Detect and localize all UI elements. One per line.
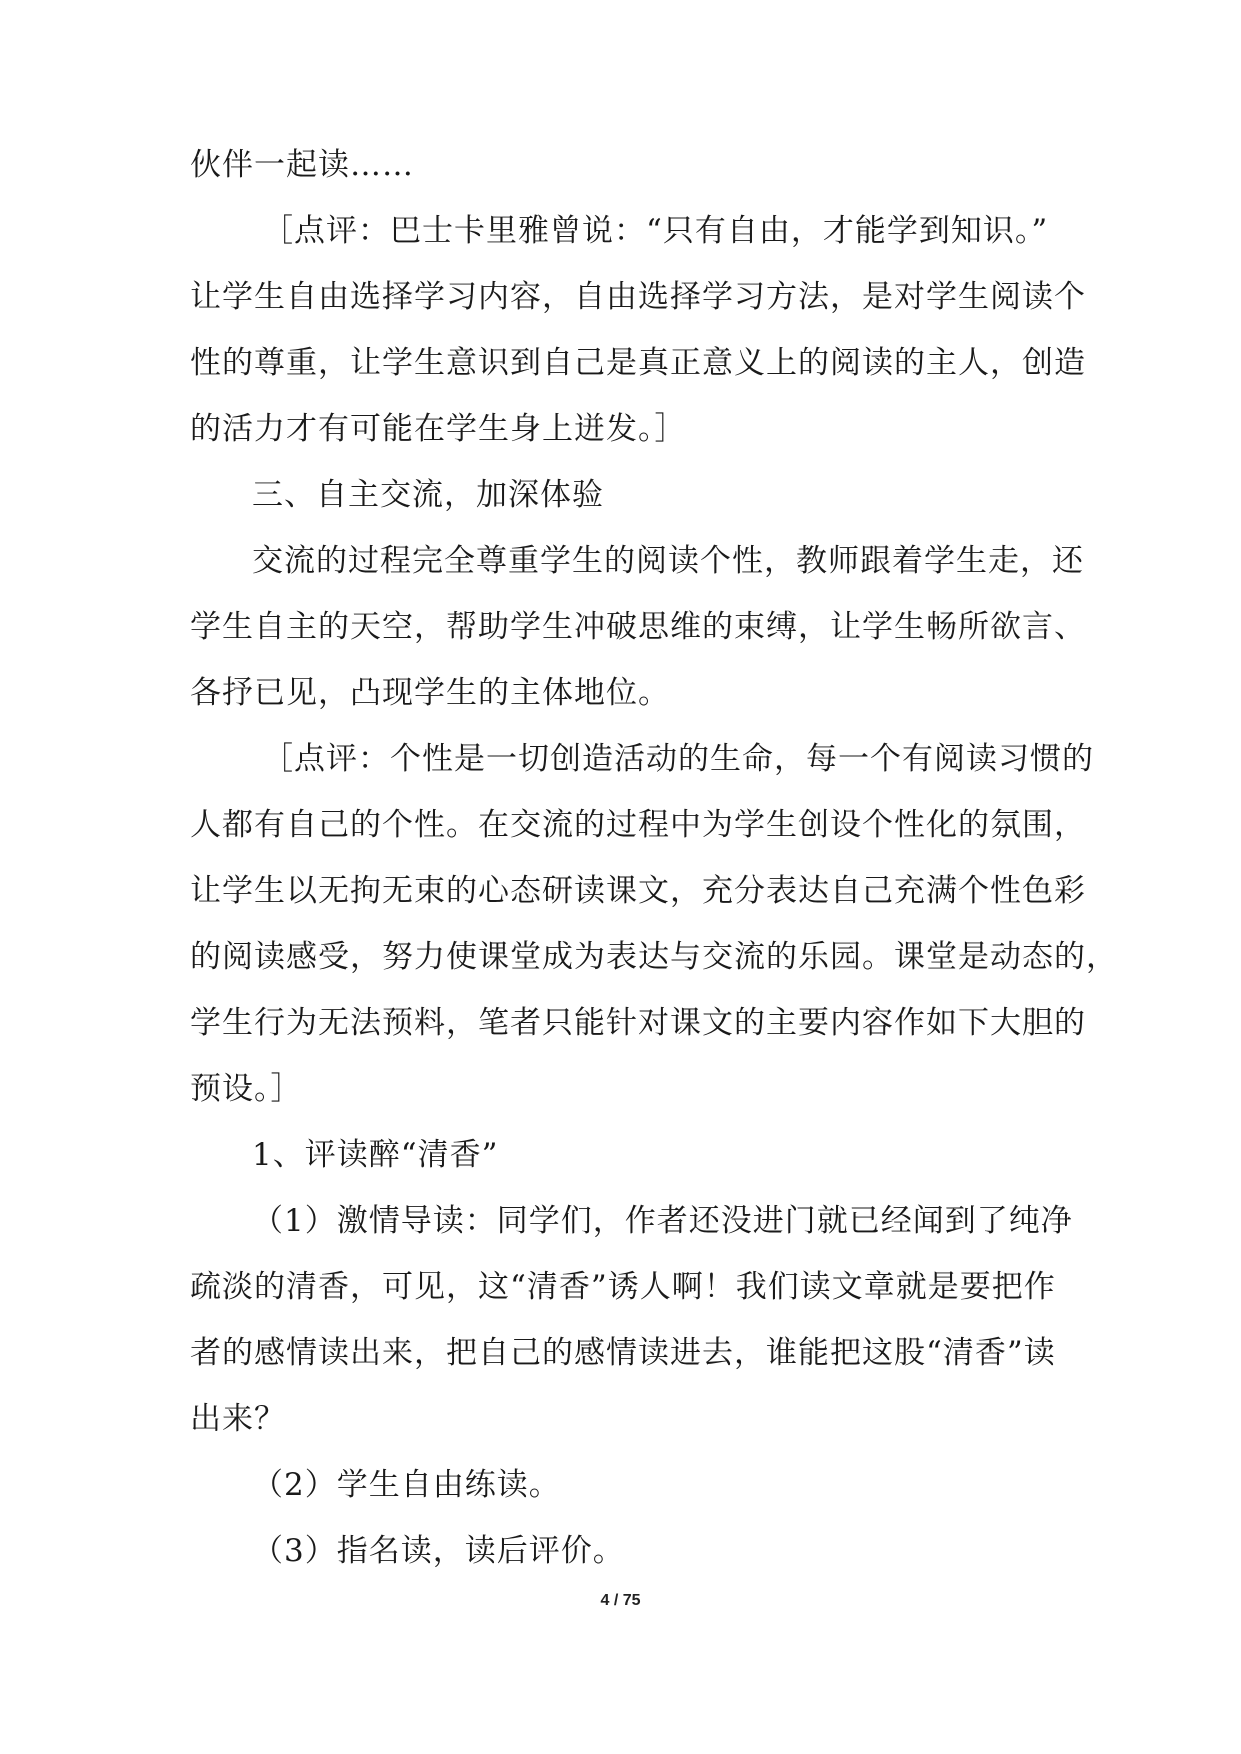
text-line: 人都有自己的个性。在交流的过程中为学生创设个性化的氛围， [190, 807, 1086, 843]
text-line: 学生行为无法预料，笔者只能针对课文的主要内容作如下大胆的 [190, 1005, 1086, 1041]
text-line: 性的尊重，让学生意识到自己是真正意义上的阅读的主人，创造 [190, 345, 1086, 381]
text-line: 各抒已见，凸现学生的主体地位。 [190, 675, 670, 711]
text-line: ［点评：巴士卡里雅曾说：“只有自由，才能学到知识。” [262, 213, 1049, 249]
page-number: 4 / 75 [600, 1592, 641, 1609]
text-line: 疏淡的清香，可见，这“清香”诱人啊！我们读文章就是要把作 [190, 1269, 1056, 1305]
text-line: 伙伴一起读…… [190, 147, 414, 183]
text-line: 者的感情读出来，把自己的感情读进去，谁能把这股“清香”读 [190, 1335, 1056, 1371]
section-heading: 三、自主交流，加深体验 [252, 477, 604, 513]
text-line: 让学生以无拘无束的心态研读课文，充分表达自己充满个性色彩 [190, 873, 1086, 909]
text-line: 的阅读感受，努力使课堂成为表达与交流的乐园。课堂是动态的， [190, 939, 1118, 975]
text-line: （1）激情导读：同学们，作者还没进门就已经闻到了纯净 [252, 1203, 1073, 1239]
text-line: 让学生自由选择学习内容，自由选择学习方法，是对学生阅读个 [190, 279, 1086, 315]
text-line: 学生自主的天空，帮助学生冲破思维的束缚，让学生畅所欲言、 [190, 609, 1086, 645]
text-line: ［点评：个性是一切创造活动的生命，每一个有阅读习惯的 [262, 741, 1094, 777]
text-line: （2）学生自由练读。 [252, 1467, 561, 1503]
subsection-heading: 1、评读醉“清香” [252, 1137, 499, 1173]
text-line: 的活力才有可能在学生身上迸发。］ [190, 411, 687, 447]
text-line: 预设。］ [190, 1071, 303, 1107]
text-line: 出来？ [190, 1401, 286, 1437]
text-line: 交流的过程完全尊重学生的阅读个性，教师跟着学生走，还 [252, 543, 1084, 579]
text-line: （3）指名读，读后评价。 [252, 1533, 625, 1569]
